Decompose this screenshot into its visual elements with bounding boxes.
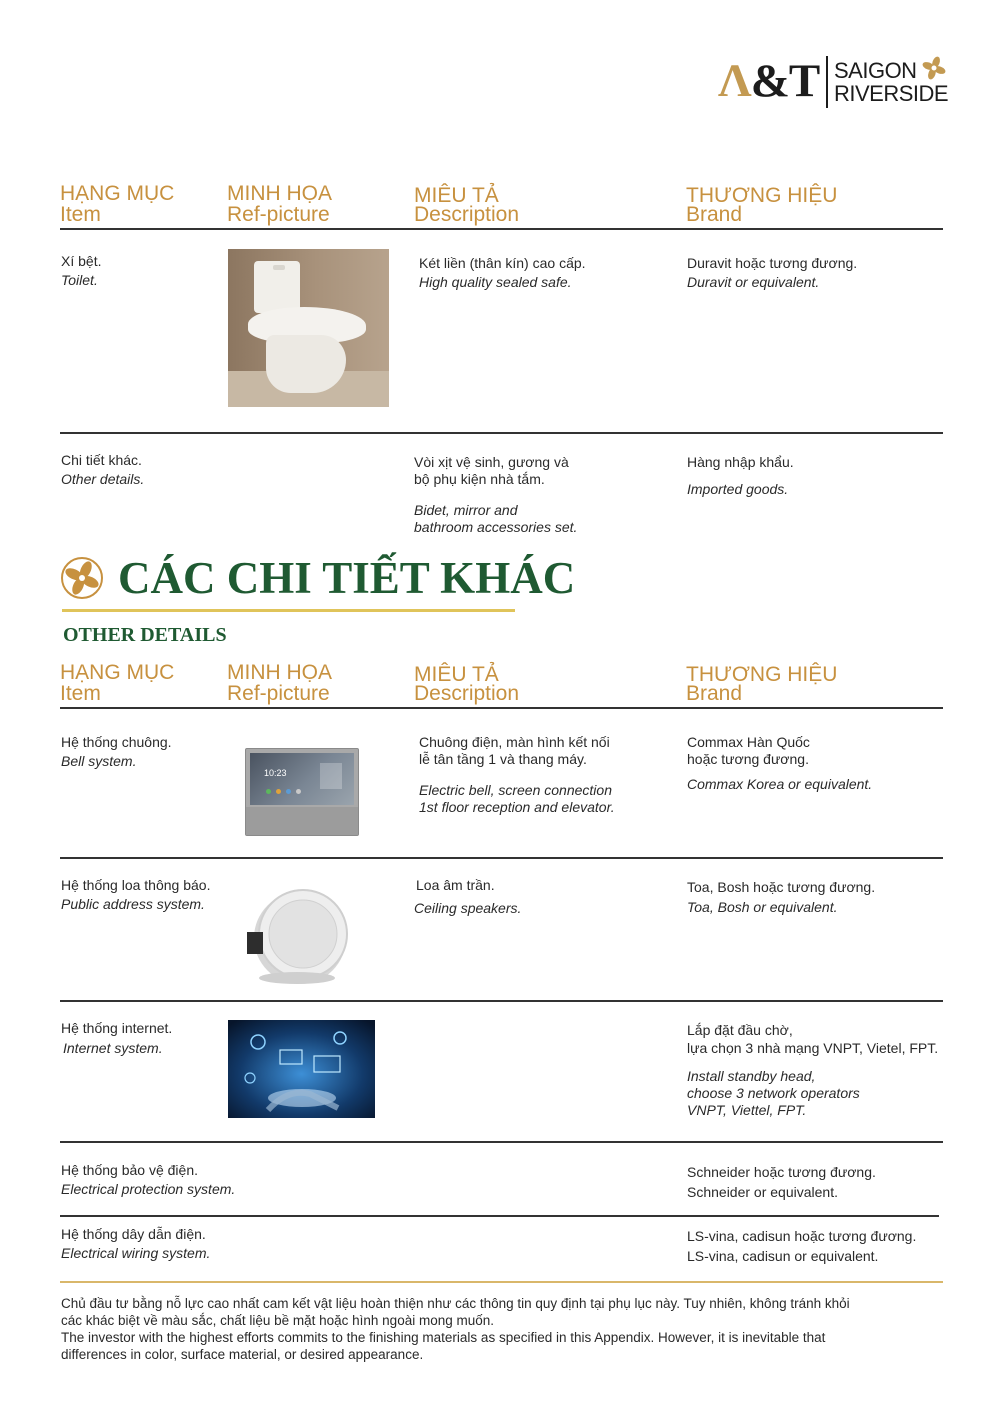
row-protection-item-en: Electrical protection system.	[61, 1181, 236, 1197]
section-subtitle: OTHER DETAILS	[63, 624, 227, 646]
row-wiring-brand-en: LS-vina, cadisun or equivalent.	[687, 1248, 879, 1264]
row-other-item-en: Other details.	[61, 471, 145, 487]
flower-icon	[921, 55, 947, 81]
footer-en-line1: The investor with the highest efforts commits to the finishing materials as specified in this Appendix. However, it is inevitable that	[61, 1330, 826, 1345]
header2-desc-vi: MIÊU TẢ	[414, 663, 499, 686]
row-other-desc-en-1: Bidet, mirror and	[414, 502, 518, 518]
header-item-en: Item	[60, 203, 101, 226]
footer-vi-line2: các khác biệt về màu sắc, chất liệu bề mặt hoặc hình ngoài mong muốn.	[61, 1313, 495, 1328]
header-brand-en: Brand	[686, 203, 743, 226]
logo-line1: SAIGON	[834, 58, 917, 83]
footer-en-line2: differences in color, surface material, or desired appearance.	[61, 1347, 424, 1362]
row-bell-desc-en-1: Electric bell, screen connection	[419, 782, 612, 798]
header-desc-en: Description	[414, 203, 520, 226]
row-wiring-item-en: Electrical wiring system.	[61, 1245, 211, 1261]
row-other-desc-vi-1: Vòi xịt vệ sinh, gương và	[414, 454, 569, 470]
logo-line2: RIVERSIDE	[834, 81, 949, 106]
header-brand-vi: THƯƠNG HIỆU	[686, 184, 838, 207]
row-toilet-item-vi: Xí bệt.	[61, 253, 102, 269]
row-internet-brand-en-3: VNPT, Viettel, FPT.	[687, 1102, 807, 1118]
row-internet-brand-vi-1: Lắp đặt đầu chờ,	[687, 1022, 793, 1038]
row-wiring-item-vi: Hệ thống dây dẫn điện.	[61, 1226, 206, 1242]
header2-ref-vi: MINH HỌA	[227, 661, 332, 684]
row-internet-item-vi: Hệ thống internet.	[61, 1020, 173, 1036]
header-ref-vi: MINH HỌA	[227, 182, 332, 205]
row-pa-desc-vi: Loa âm trần.	[416, 877, 495, 893]
row-bell-brand-vi-1: Commax Hàn Quốc	[687, 734, 810, 750]
header2-item-vi: HẠNG MỤC	[60, 661, 175, 684]
row-toilet-brand-vi: Duravit hoặc tương đương.	[687, 255, 858, 271]
row-divider	[60, 1141, 943, 1143]
footer-rule	[60, 1281, 943, 1283]
row-other-item-vi: Chi tiết khác.	[61, 452, 142, 468]
row-pa-item-en: Public address system.	[61, 896, 205, 912]
header2-desc-en: Description	[414, 682, 520, 705]
row-divider	[60, 1000, 943, 1002]
row-other-brand-vi: Hàng nhập khẩu.	[687, 454, 794, 470]
row-toilet-desc-vi: Két liền (thân kín) cao cấp.	[419, 255, 586, 271]
row-toilet-item-en: Toilet.	[61, 272, 98, 288]
ceiling-speaker-photo	[245, 880, 350, 988]
row-internet-brand-en-2: choose 3 network operators	[687, 1085, 860, 1101]
header2-brand-vi: THƯƠNG HIỆU	[686, 663, 838, 686]
row-protection-brand-en: Schneider or equivalent.	[687, 1184, 838, 1200]
row-internet-item-en: Internet system.	[63, 1040, 163, 1056]
intercom-time: 10:23	[264, 768, 287, 778]
row-protection-item-vi: Hệ thống bảo vệ điện.	[61, 1162, 198, 1178]
row-bell-brand-vi-2: hoặc tương đương.	[687, 751, 809, 767]
row-other-desc-vi-2: bộ phụ kiện nhà tắm.	[414, 471, 545, 487]
row-pa-brand-en: Toa, Bosh or equivalent.	[687, 899, 838, 915]
row-internet-brand-vi-2: lựa chọn 3 nhà mạng VNPT, Vietel, FPT.	[687, 1040, 939, 1056]
header2-item-en: Item	[60, 682, 101, 705]
header2-ref-en: Ref-picture	[227, 682, 330, 705]
header2-brand-en: Brand	[686, 682, 743, 705]
row-bell-item-en: Bell system.	[61, 753, 137, 769]
toilet-photo	[228, 249, 389, 407]
row-divider	[60, 1215, 939, 1217]
logo-mark: Λ&T	[718, 55, 820, 107]
section-flower-icon	[60, 556, 104, 600]
row-divider	[60, 857, 943, 859]
intercom-screen-photo	[245, 748, 359, 836]
row-wiring-brand-vi: LS-vina, cadisun hoặc tương đương.	[687, 1228, 917, 1244]
logo-divider	[826, 56, 828, 108]
header2-rule	[60, 707, 943, 709]
section-title: CÁC CHI TIẾT KHÁC	[118, 553, 576, 603]
row-bell-desc-en-2: 1st floor reception and elevator.	[419, 799, 615, 815]
row-toilet-brand-en: Duravit or equivalent.	[687, 274, 820, 290]
footer-vi-line1: Chủ đầu tư bằng nỗ lực cao nhất cam kết vật liệu hoàn thiện như các thông tin quy định tại phụ lục này. Tuy nhiên, không tránh khỏi	[61, 1296, 850, 1311]
row-bell-item-vi: Hệ thống chuông.	[61, 734, 172, 750]
row-pa-desc-en: Ceiling speakers.	[414, 900, 522, 916]
brand-logo	[718, 52, 953, 110]
row-bell-brand-en: Commax Korea or equivalent.	[687, 776, 873, 792]
row-pa-item-vi: Hệ thống loa thông báo.	[61, 877, 211, 893]
header-ref-en: Ref-picture	[227, 203, 330, 226]
row-pa-brand-vi: Toa, Bosh hoặc tương đương.	[687, 879, 876, 895]
row-internet-brand-en-1: Install standby head,	[687, 1068, 816, 1084]
header-rule	[60, 228, 943, 230]
row-bell-desc-vi-1: Chuông điện, màn hình kết nối	[419, 734, 610, 750]
row-divider	[60, 432, 943, 434]
header-item-vi: HẠNG MỤC	[60, 182, 175, 205]
row-bell-desc-vi-2: lễ tân tầng 1 và thang máy.	[419, 751, 587, 767]
row-other-brand-en: Imported goods.	[687, 481, 789, 497]
section-underline	[62, 609, 515, 612]
header-desc-vi: MIÊU TẢ	[414, 184, 499, 207]
row-toilet-desc-en: High quality sealed safe.	[419, 274, 572, 290]
row-other-desc-en-2: bathroom accessories set.	[414, 519, 578, 535]
internet-network-photo	[228, 1020, 375, 1118]
row-protection-brand-vi: Schneider hoặc tương đương.	[687, 1164, 876, 1180]
